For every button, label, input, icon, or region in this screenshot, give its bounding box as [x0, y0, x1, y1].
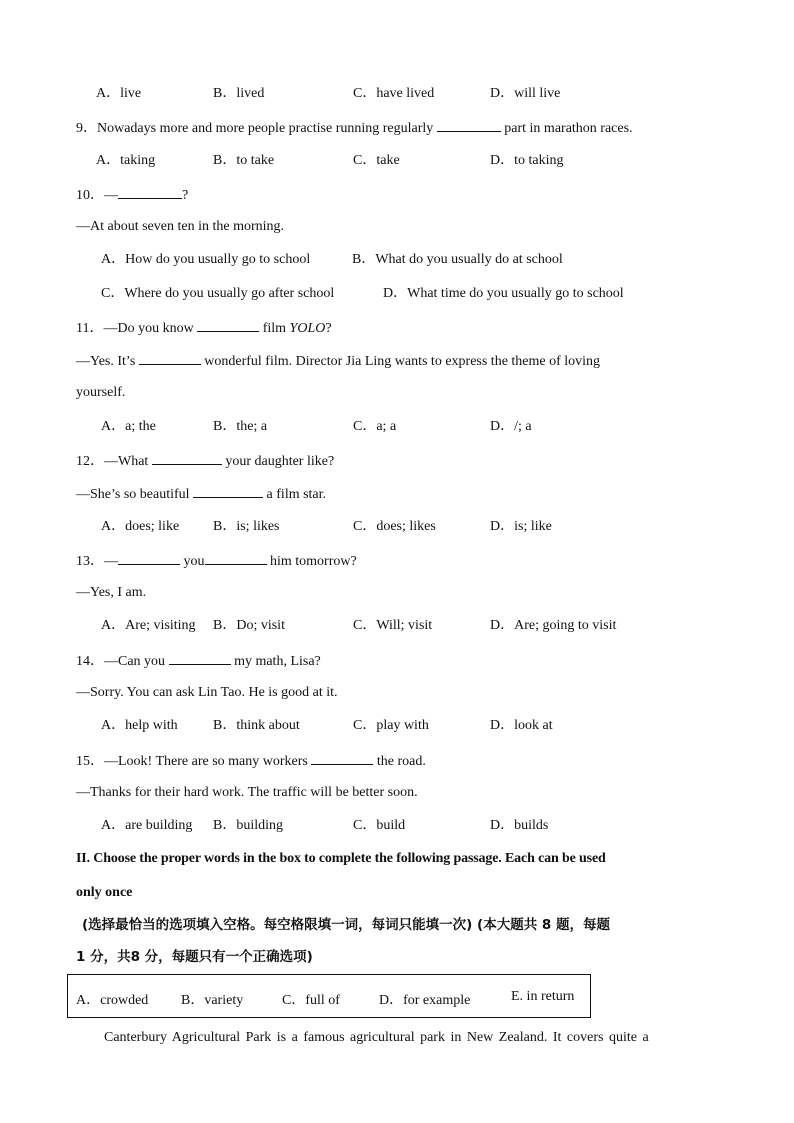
- q8-option-c[interactable]: C．have lived: [353, 86, 435, 101]
- q12-reply-text: —She’s so beautiful: [76, 487, 190, 502]
- q15-option-d[interactable]: D．builds: [490, 818, 549, 833]
- section2-instructions-cn-cont: 1 分，共8 分，每题只有一个正确选项): [76, 949, 313, 965]
- q12-stem-text: 12．—What: [76, 454, 149, 469]
- q14-option-a[interactable]: A．help with: [101, 718, 178, 733]
- q9-option-c[interactable]: C．take: [353, 153, 400, 168]
- q11-blank-2[interactable]: [139, 351, 201, 365]
- q13-stem-text-end: him tomorrow?: [270, 554, 357, 569]
- q15-stem-text-end: the road.: [376, 754, 426, 769]
- section2-heading: II. Choose the proper words in the box to complete the following passage. Each can be used: [76, 851, 606, 866]
- q13-option-c[interactable]: C．Will; visit: [353, 618, 433, 633]
- q14-option-b[interactable]: B．think about: [213, 718, 300, 733]
- q10-options-row2: [0, 285, 794, 303]
- q12-reply: [76, 484, 326, 504]
- word-box: [67, 974, 591, 1018]
- q13-option-a[interactable]: A．Are; visiting: [101, 618, 196, 633]
- q10-stem-text-end: ?: [182, 188, 189, 203]
- q14-options: [0, 717, 794, 735]
- q14-stem-text-end: my math, Lisa?: [234, 654, 321, 669]
- q13-option-b[interactable]: B．Do; visit: [213, 618, 285, 633]
- q11-option-d[interactable]: D．/; a: [490, 419, 532, 434]
- q10-stem-text: 10．—: [76, 188, 118, 203]
- q12-option-b[interactable]: B．is; likes: [213, 519, 280, 534]
- q13-stem-text: 13．—: [76, 554, 118, 569]
- q9-option-a[interactable]: A．taking: [96, 153, 156, 168]
- q10-options-row1: [0, 251, 794, 269]
- q12-stem-text-end: your daughter like?: [225, 454, 335, 469]
- q12-option-d[interactable]: D．is; like: [490, 519, 552, 534]
- q8-option-a[interactable]: A．live: [96, 86, 142, 101]
- q11-reply: [76, 351, 600, 371]
- q9-option-d[interactable]: D．to taking: [490, 153, 564, 168]
- q13-stem-text-mid: you: [183, 554, 205, 569]
- q11-blank-1[interactable]: [197, 318, 259, 332]
- q12-option-c[interactable]: C．does; likes: [353, 519, 436, 534]
- q15-options: [0, 817, 794, 835]
- q13-stem: [76, 551, 357, 571]
- q11-stem-text: 11．—Do you know: [76, 321, 194, 336]
- q13-reply: —Yes, I am.: [76, 585, 147, 600]
- q15-option-b[interactable]: B．building: [213, 818, 284, 833]
- q11-option-c[interactable]: C．a; a: [353, 419, 397, 434]
- q14-stem-text: 14．—Can you: [76, 654, 166, 669]
- q15-stem-text: 15．—Look! There are so many workers: [76, 754, 308, 769]
- q11-option-b[interactable]: B．the; a: [213, 419, 268, 434]
- q10-stem: [76, 185, 188, 205]
- q12-option-a[interactable]: A．does; like: [101, 519, 180, 534]
- section2-instructions-cn: (选择最恰当的选项填入空格。每空格限填一词，每词只能填一次) (本大题共 8 题，每题: [82, 917, 611, 933]
- q9-stem-text: 9．Nowadays more and more people practise running regularly: [76, 121, 434, 136]
- q10-reply: —At about seven ten in the morning.: [76, 219, 285, 234]
- q13-option-d[interactable]: D．Are; going to visit: [490, 618, 617, 633]
- q9-options: [0, 152, 794, 170]
- q11-option-a[interactable]: A．a; the: [101, 419, 156, 434]
- q11-stem-text-end: ?: [325, 321, 332, 336]
- q8-option-b[interactable]: B．lived: [213, 86, 265, 101]
- q15-blank[interactable]: [311, 751, 373, 765]
- q15-stem: [76, 751, 426, 771]
- q15-reply: —Thanks for their hard work. The traffic will be better soon.: [76, 785, 418, 800]
- q14-option-d[interactable]: D．look at: [490, 718, 553, 733]
- q12-stem: [76, 451, 334, 471]
- q13-blank-1[interactable]: [118, 551, 180, 565]
- q12-blank-2[interactable]: [193, 484, 263, 498]
- q10-option-a[interactable]: A．How do you usually go to school: [101, 252, 311, 267]
- q14-option-c[interactable]: C．play with: [353, 718, 429, 733]
- word-box-option-d[interactable]: D．for example: [379, 993, 471, 1008]
- q15-option-a[interactable]: A．are building: [101, 818, 193, 833]
- word-box-option-b[interactable]: B．variety: [181, 993, 244, 1008]
- word-box-option-c[interactable]: C．full of: [282, 993, 340, 1008]
- q10-blank[interactable]: [118, 185, 182, 199]
- q11-stem-text-mid: film: [262, 321, 287, 336]
- q11-film-title: YOLO: [289, 321, 326, 336]
- q9-stem: [76, 118, 633, 138]
- q12-options: [0, 518, 794, 536]
- q11-reply-text-end: wonderful film. Director Jia Ling wants to express the theme of loving: [204, 354, 601, 369]
- q13-blank-2[interactable]: [205, 551, 267, 565]
- q11-reply-cont: yourself.: [76, 385, 126, 400]
- q10-option-c[interactable]: C．Where do you usually go after school: [101, 286, 335, 301]
- q10-option-d[interactable]: D．What time do you usually go to school: [383, 286, 624, 301]
- q9-option-b[interactable]: B．to take: [213, 153, 275, 168]
- q12-blank-1[interactable]: [152, 451, 222, 465]
- q14-reply: —Sorry. You can ask Lin Tao. He is good at it.: [76, 685, 338, 700]
- word-box-option-e[interactable]: E. in return: [511, 989, 575, 1004]
- q14-blank[interactable]: [169, 651, 231, 665]
- q15-option-c[interactable]: C．build: [353, 818, 406, 833]
- q11-reply-text: —Yes. It’s: [76, 354, 136, 369]
- q9-blank[interactable]: [437, 118, 501, 132]
- q12-reply-text-end: a film star.: [266, 487, 327, 502]
- q8-option-d[interactable]: D．will live: [490, 86, 561, 101]
- q13-options: [0, 617, 794, 635]
- q11-stem: [76, 318, 332, 338]
- q9-stem-text-end: part in marathon races.: [504, 121, 633, 136]
- section2-heading-cont: only once: [76, 885, 133, 900]
- passage-first-line: Canterbury Agricultural Park is a famous agricultural park in New Zealand. It covers quite a: [104, 1030, 649, 1045]
- q10-option-b[interactable]: B．What do you usually do at school: [352, 252, 563, 267]
- q11-options: [0, 418, 794, 436]
- q8-options: [0, 85, 794, 103]
- q14-stem: [76, 651, 321, 671]
- word-box-option-a[interactable]: A．crowded: [76, 993, 149, 1008]
